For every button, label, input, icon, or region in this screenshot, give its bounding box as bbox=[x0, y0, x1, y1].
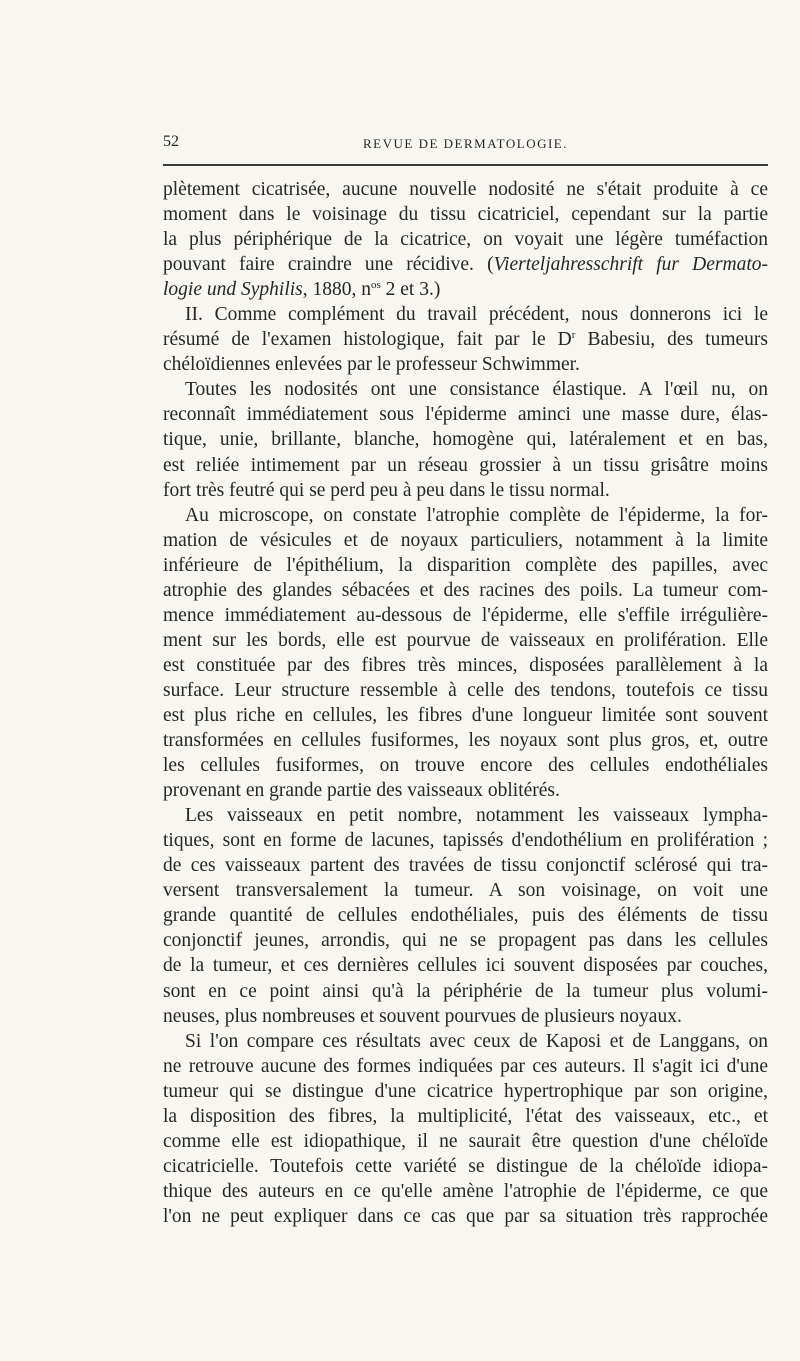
text-line: est plus riche en cellules, les fibres d'une longueur limitée sont souvent bbox=[163, 704, 768, 726]
journal-title: Vierteljahresschrift fur Dermato- bbox=[493, 254, 768, 276]
text-line: transformées en cellules fusiformes, les noyaux sont plus gros, et, outre bbox=[163, 730, 768, 752]
page-number: 52 bbox=[163, 133, 179, 150]
text-segment: Babesiu, des tumeurs bbox=[575, 329, 768, 351]
text-line: Toutes les nodosités ont une consistance élastique. A l'œil nu, on bbox=[185, 379, 768, 401]
text-line: ne retrouve aucune des formes indiquées par ces auteurs. Il s'agit ici d'une bbox=[163, 1055, 768, 1077]
text-line: est reliée intimement par un réseau grossier à un tissu grisâtre moins bbox=[163, 454, 768, 476]
text-line: surface. Leur structure ressemble à celle des tendons, toutefois ce tissu bbox=[163, 679, 768, 701]
text-line: comme elle est idiopathique, il ne saurait être question d'une chéloïde bbox=[163, 1130, 768, 1152]
text-line: l'on ne peut expliquer dans ce cas que par sa situation très rapprochée bbox=[163, 1205, 768, 1227]
text-line bbox=[163, 277, 768, 302]
journal-title: logie und Syphilis bbox=[163, 279, 303, 301]
body-text bbox=[163, 177, 768, 1229]
text-line: II. Comme complément du travail précédent, nous donnerons ici le bbox=[185, 304, 768, 326]
running-title: REVUE DE DERMATOLOGIE. bbox=[363, 136, 568, 151]
text-line: reconnaît immédiatement sous l'épiderme aminci une masse dure, élas- bbox=[163, 404, 768, 426]
text-line bbox=[163, 252, 768, 277]
text-line: de ces vaisseaux partent des travées de tissu conjonctif sclérosé qui tra- bbox=[163, 855, 768, 877]
text-line: Au microscope, on constate l'atrophie complète de l'épiderme, la for- bbox=[185, 504, 768, 526]
text-line: atrophie des glandes sébacées et des racines des poils. La tumeur com- bbox=[163, 579, 768, 601]
text-segment: pouvant faire craindre une récidive. ( bbox=[163, 254, 494, 276]
text-line bbox=[163, 327, 768, 352]
superscript: os bbox=[371, 279, 381, 292]
text-line: sont en ce point ainsi qu'à la périphérie de la tumeur plus volumi- bbox=[163, 980, 768, 1002]
text-line: la plus périphérique de la cicatrice, on voyait une légère tuméfaction bbox=[163, 229, 768, 251]
text-line: tique, unie, brillante, blanche, homogène qui, latéralement et en bas, bbox=[163, 429, 768, 451]
text-line: les cellules fusiformes, on trouve encore des cellules endothéliales bbox=[163, 755, 768, 777]
text-line: tiques, sont en forme de lacunes, tapissés d'endothélium en prolifération ; bbox=[163, 830, 768, 852]
text-line: neuses, plus nombreuses et souvent pourvues de plusieurs noyaux. bbox=[163, 1005, 682, 1027]
text-line: grande quantité de cellules endothéliales, puis des éléments de tissu bbox=[163, 905, 768, 927]
text-segment: 2 et 3.) bbox=[380, 279, 441, 301]
text-line: la disposition des fibres, la multiplicité, l'état des vaisseaux, etc., et bbox=[163, 1105, 768, 1127]
text-line: tumeur qui se distingue d'une cicatrice hypertrophique par son origine, bbox=[163, 1080, 768, 1102]
header-rule bbox=[163, 164, 768, 166]
text-line: provenant en grande partie des vaisseaux oblitérés. bbox=[163, 780, 560, 802]
text-segment: résumé de l'examen histologique, fait par le D bbox=[163, 329, 572, 351]
text-line: versent transversalement la tumeur. A son voisinage, on voit une bbox=[163, 880, 768, 902]
superscript: r bbox=[571, 329, 576, 342]
text-line: ment sur les bords, elle est pourvue de vaisseaux en prolifération. Elle bbox=[163, 629, 768, 651]
text-line: est constituée par des fibres très minces, disposées parallèlement à la bbox=[163, 654, 768, 676]
text-line: de la tumeur, et ces dernières cellules ici souvent disposées par couches, bbox=[163, 955, 768, 977]
text-line: chéloïdiennes enlevées par le professeur Schwimmer. bbox=[163, 354, 580, 376]
text-line: moment dans le voisinage du tissu cicatriciel, cependant sur la partie bbox=[163, 204, 768, 226]
text-segment: , 1880, n bbox=[302, 279, 371, 301]
text-line: mation de vésicules et de noyaux particuliers, notamment à la limite bbox=[163, 529, 768, 551]
text-line: thique des auteurs en ce qu'elle amène l'atrophie de l'épiderme, ce que bbox=[163, 1180, 768, 1202]
text-line: mence immédiatement au-dessous de l'épiderme, elle s'effile irrégulière- bbox=[163, 604, 768, 626]
text-line: inférieure de l'épithélium, la disparition complète des papilles, avec bbox=[163, 554, 768, 576]
text-line: Les vaisseaux en petit nombre, notamment les vaisseaux lympha- bbox=[185, 805, 768, 827]
page-header bbox=[163, 133, 768, 153]
text-line: fort très feutré qui se perd peu à peu dans le tissu normal. bbox=[163, 479, 610, 501]
text-line: cicatricielle. Toutefois cette variété se distingue de la chéloïde idiopa- bbox=[163, 1155, 768, 1177]
text-line: plètement cicatrisée, aucune nouvelle nodosité ne s'était produite à ce bbox=[163, 179, 768, 200]
text-line: conjonctif jeunes, arrondis, qui ne se propagent pas dans les cellules bbox=[163, 930, 768, 952]
text-line: Si l'on compare ces résultats avec ceux de Kaposi et de Langgans, on bbox=[185, 1030, 768, 1052]
